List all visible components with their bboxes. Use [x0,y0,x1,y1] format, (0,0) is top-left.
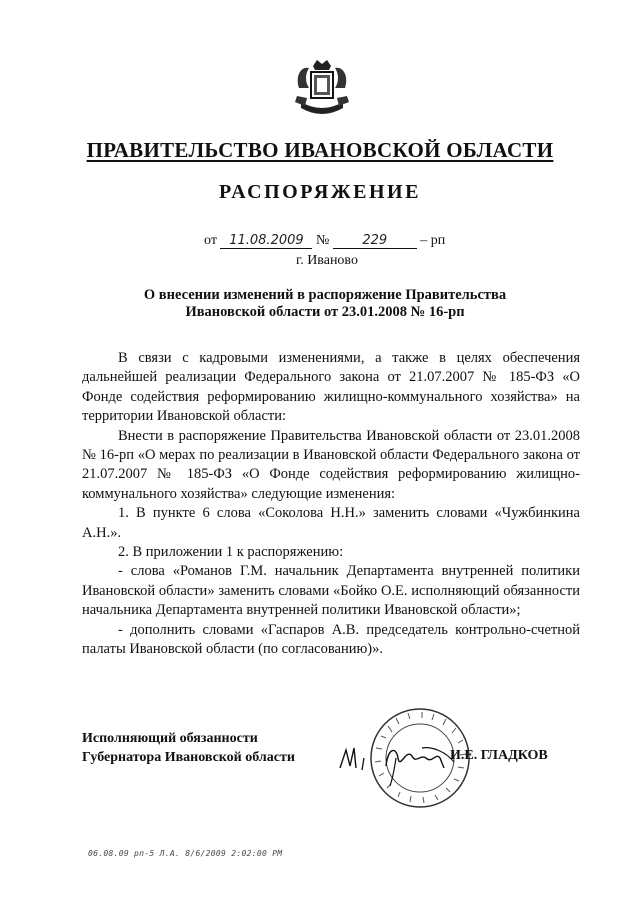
number-suffix: – рп [420,233,446,248]
document-subject [0,287,640,321]
position-line-2: Губернатора Ивановской области [82,750,295,765]
date-prefix: от [204,233,217,248]
signatory-position [82,729,295,767]
signatory-name: И.Е. ГЛАДКОВ [450,748,548,763]
number-value: 229 [333,234,417,249]
body-paragraph: 2. В приложении 1 к распоряжению: [118,544,344,561]
body-paragraph: - слова «Романов Г.М. начальник Департамента внутренней политики Ивановской области» заменить словами «Бойко О.Е. исполняющий обязанности начальника Департамента внутренней политики Ивановской области»; [82,563,580,619]
body-paragraph: В связи с кадровыми изменениями, а также в целях обеспечения дальнейшей реализации Федерального закона от 21.07.2007 № 185-ФЗ «О Фонде содействия реформированию жилищно-коммунального хозяйства» на территории Ивановской области: [82,350,580,425]
subject-line-2: Ивановской области от 23.01.2008 № 16-рп [185,304,465,320]
body-paragraph: Внести в распоряжение Правительства Ивановской области от 23.01.2008 № 16-рп «О мерах по реализации в Ивановской области Федерального закона от 21.07.2007 № 185-ФЗ «О Фонде содействия реформированию жилищно-коммунального хозяйства» следующие изменения: [82,427,580,502]
city-label: г. Иваново [296,253,358,268]
position-line-1: Исполняющий обязанности [82,731,258,746]
document-footer-meta: 06.08.09 рп-5 Л.А. 8/6/2009 2:02:00 PM [88,849,283,858]
body-paragraph: 1. В пункте 6 слова «Соколова Н.Н.» заменить словами «Чужбинкина А.Н.». [82,505,580,541]
government-title: ПРАВИТЕЛЬСТВО ИВАНОВСКОЙ ОБЛАСТИ [86,138,554,162]
date-value: 11.08.2009 [220,234,312,249]
date-number-line [204,233,445,249]
coat-of-arms-emblem [293,58,351,120]
body-paragraph: - дополнить словами «Гаспаров А.В. председатель контрольно-счетной палаты Ивановской области (по согласованию)». [82,621,580,658]
document-body [82,349,580,660]
subject-line-1: О внесении изменений в распоряжение Правительства [143,287,507,303]
handwritten-signature [336,728,466,788]
document-type-heading: РАСПОРЯЖЕНИЕ [219,181,421,203]
number-prefix: № [315,233,330,248]
